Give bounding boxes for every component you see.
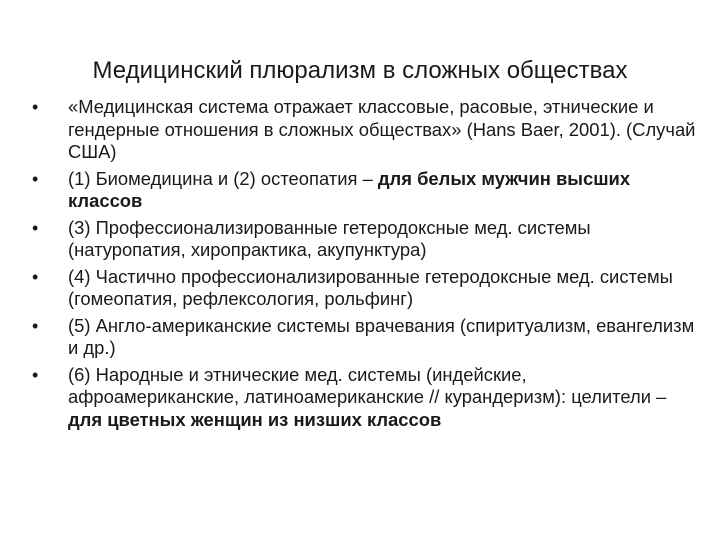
bullet-item-4 — [30, 266, 700, 311]
bullet-bold-text: для цветных женщин из низших классов — [68, 408, 442, 430]
slide-title: Медицинский плюрализм в сложных обществах — [92, 57, 628, 84]
bullet-item-1 — [30, 96, 700, 164]
bullet-text: (4) Частично профессионализированные гетеродоксные мед. системы (гомеопатия, рефлексология, рольфинг) — [68, 265, 673, 309]
bullet-item-2 — [30, 168, 700, 213]
bullet-text: «Медицинская система отражает классовые, расовые, этнические и гендерные отношения в сложных обществах» (Hans Baer, 2001). (Случай США) — [68, 96, 696, 162]
bullet-item-3 — [30, 217, 700, 262]
bullet-text: (1) Биомедицина и (2) остеопатия – — [68, 167, 378, 189]
bullet-bold-text: для белых мужчин высших классов — [68, 167, 631, 211]
bullet-list — [30, 96, 700, 435]
bullet-dot-icon: • — [32, 364, 39, 385]
bullet-text: (3) Профессионализированные гетеродоксные мед. системы (натуропатия, хиропрактика, акупунктура) — [68, 216, 591, 260]
bullet-dot-icon: • — [32, 168, 39, 189]
bullet-item-6 — [30, 364, 700, 432]
bullet-dot-icon: • — [32, 97, 39, 117]
bullet-dot-icon: • — [32, 217, 39, 238]
bullet-item-5 — [30, 315, 700, 360]
bullet-dot-icon: • — [32, 315, 39, 336]
bullet-dot-icon: • — [32, 266, 39, 287]
bullet-text: (5) Англо-американские системы врачевания (спиритуализм, евангелизм и др.) — [68, 314, 695, 358]
bullet-text: (6) Народные и этнические мед. системы (индейские, афроамериканские, латиноамериканские // курандеризм): целители – — [68, 363, 667, 407]
